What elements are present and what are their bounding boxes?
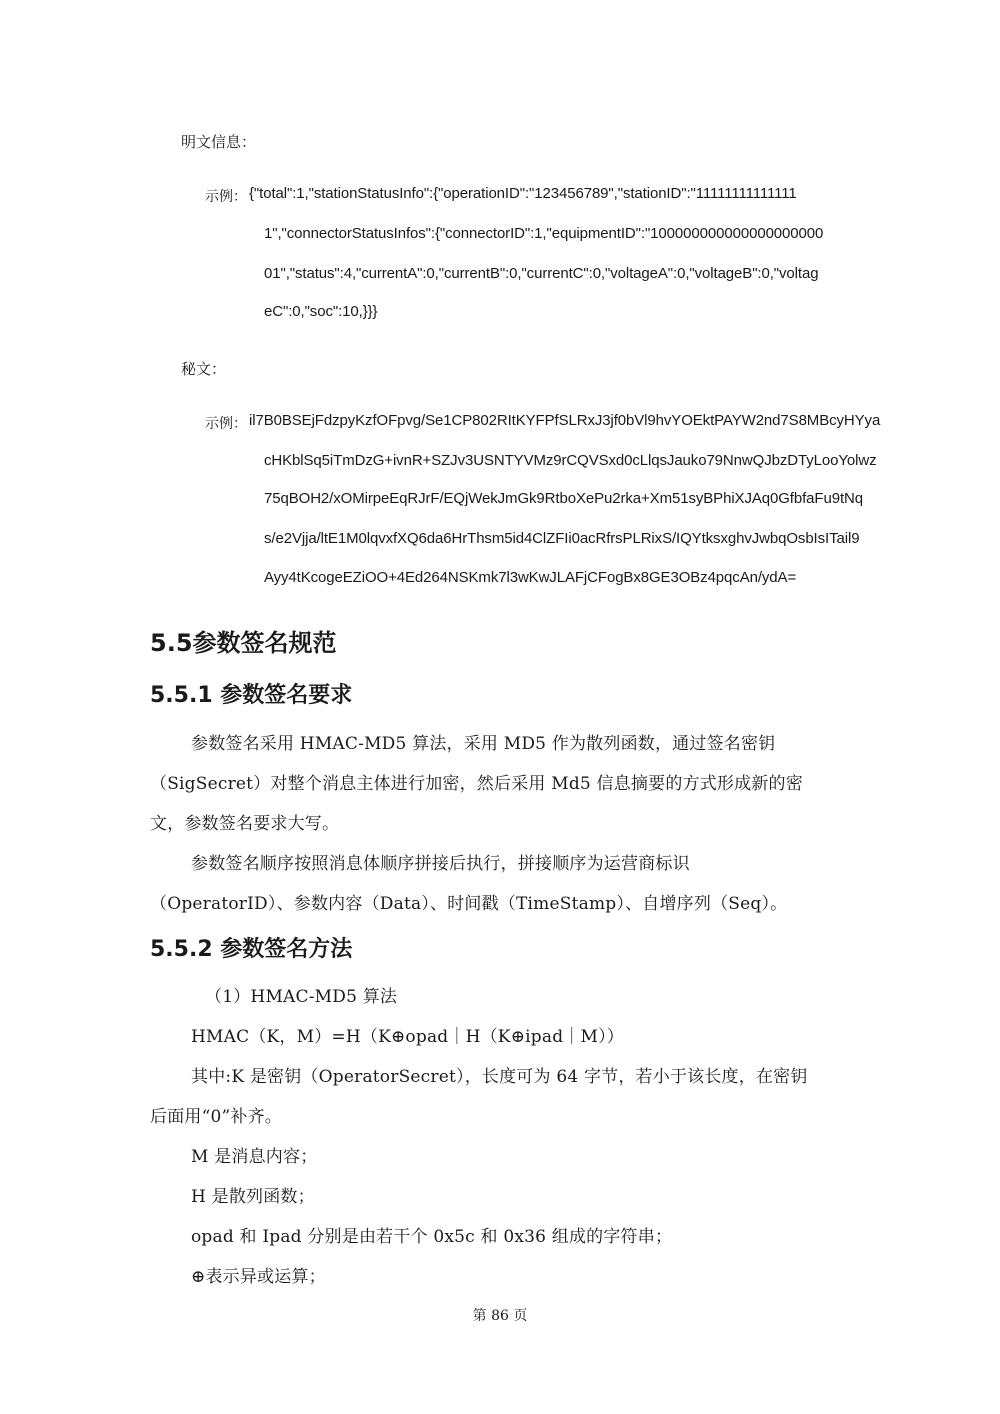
plaintext-line: 1","connectorStatusInfos":{"connectorID":1,"equipmentID":"100000000000000000000 <box>264 225 824 242</box>
paragraph-line: 文，参数签名要求大写。 <box>150 814 340 834</box>
list-item: （1）HMAC-MD5 算法 <box>205 987 398 1007</box>
paragraph-line: 参数签名顺序按照消息体顺序拼接后执行，拼接顺序为运营商标识 <box>191 854 690 874</box>
section-heading-5-5-2: 5.5.2 参数签名方法 <box>150 937 353 962</box>
paragraph-line: 其中:K 是密钥（OperatorSecret），长度可为 64 字节，若小于该长度，在密钥 <box>191 1067 808 1087</box>
plaintext-line: 01","status":4,"currentA":0,"currentB":0,"currentC":0,"voltageA":0,"voltageB":0,"voltag <box>264 265 819 282</box>
paragraph-line: （OperatorID）、参数内容（Data）、时间戳（TimeStamp）、自增序列（Seq）。 <box>150 894 788 914</box>
ciphertext-example-prefix: 示例： <box>205 416 247 432</box>
plaintext-label: 明文信息： <box>181 133 257 151</box>
paragraph-line: ⊕表示异或运算； <box>191 1267 326 1287</box>
paragraph-line: opad 和 Ipad 分别是由若干个 0x5c 和 0x36 组成的字符串； <box>191 1227 673 1247</box>
ciphertext-line: cHKblSq5iTmDzG+ivnR+SZJv3USNTYVMz9rCQVSxd0cLlqsJauko79NnwQJbzDTyLooYolwz <box>264 452 877 469</box>
formula: HMAC（K，M）=H（K⊕opad｜H（K⊕ipad｜M）） <box>191 1027 624 1047</box>
page-number: 第 86 页 <box>472 1308 528 1324</box>
ciphertext-label: 秘文： <box>181 360 227 378</box>
paragraph-line: （SigSecret）对整个消息主体进行加密，然后采用 Md5 信息摘要的方式形成新的密 <box>150 774 803 794</box>
paragraph-line: M 是消息内容； <box>191 1147 318 1167</box>
ciphertext-line: s/e2Vjja/ltE1M0lqvxfXQ6da6HrThsm5id4ClZFIi0acRfrsPLRixS/IQYtksxghvJwbqOsbIsITail9 <box>264 530 860 547</box>
plaintext-line: {"total":1,"stationStatusInfo":{"operationID":"123456789","stationID":"11111111111111 <box>249 185 797 202</box>
ciphertext-line: il7B0BSEjFdzpyKzfOFpvg/Se1CP802RItKYFPfSLRxJ3jf0bVl9hvYOEktPAYW2nd7S8MBcyHYya <box>249 412 881 429</box>
section-heading-5-5-1: 5.5.1 参数签名要求 <box>150 683 353 708</box>
paragraph-line: H 是散列函数； <box>191 1187 315 1207</box>
ciphertext-line: 75qBOH2/xOMirpeEqRJrF/EQjWekJmGk9RtboXePu2rka+Xm51syBPhiXJAq0GfbfaFu9tNq <box>264 490 864 507</box>
paragraph-line: 后面用“0”补齐。 <box>150 1107 282 1127</box>
plaintext-example-prefix: 示例： <box>205 189 247 205</box>
section-heading-5-5: 5.5参数签名规范 <box>150 629 337 657</box>
paragraph-line: 参数签名采用 HMAC-MD5 算法，采用 MD5 作为散列函数，通过签名密钥 <box>191 734 776 754</box>
plaintext-line: eC":0,"soc":10,}}} <box>264 303 378 320</box>
ciphertext-line: Ayy4tKcogeEZiOO+4Ed264NSKmk7l3wKwJLAFjCFogBx8GE3OBz4pqcAn/ydA= <box>264 569 797 586</box>
